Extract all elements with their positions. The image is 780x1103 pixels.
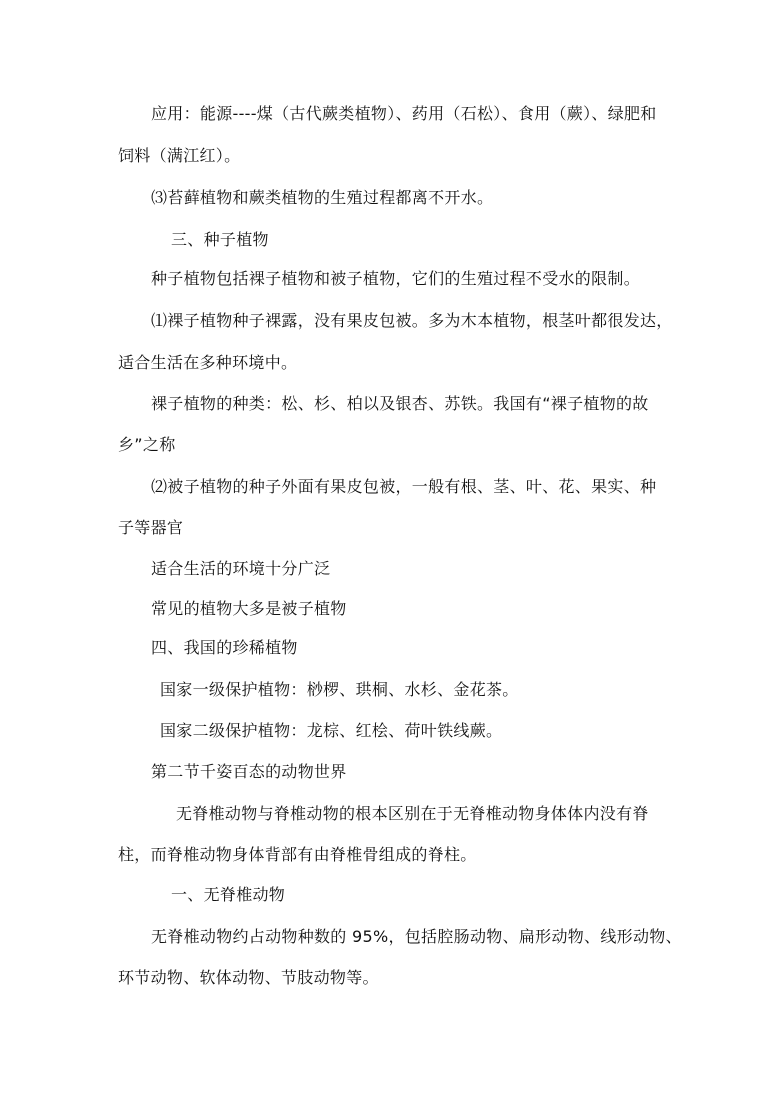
paragraph-invertebrate-vertebrate: 无脊椎动物与脊椎动物的根本区别在于无脊椎动物身体体内没有脊 — [176, 804, 649, 823]
paragraph-gymnosperm-types-cont: 乡”之称 — [118, 435, 176, 454]
paragraph-second-class-protected: 国家二级保护植物：龙棕、红桧、荷叶铁线蕨。 — [160, 721, 503, 740]
paragraph-angiosperm: ⑵被子植物的种子外面有果皮包被，一般有根、茎、叶、花、果实、种 — [151, 477, 657, 496]
heading-invertebrates: 一、无脊椎动物 — [171, 885, 286, 904]
paragraph-angiosperm-habitat: 适合生活的环境十分广泛 — [151, 559, 331, 578]
paragraph-application: 应用：能源----煤（古代蕨类植物）、药用（石松）、食用（蕨）、绿肥和 — [151, 104, 657, 123]
paragraph-invertebrates-cont: 环节动物、软体动物、节肢动物等。 — [118, 968, 379, 987]
paragraph-angiosperm-common: 常见的植物大多是被子植物 — [151, 599, 347, 618]
paragraph-gymnosperm: ⑴裸子植物种子裸露，没有果皮包被。多为木本植物，根茎叶都很发达， — [151, 311, 673, 330]
paragraph-gymnosperm-types: 裸子植物的种类：松、杉、柏以及银杏、苏铁。我国有“裸子植物的故 — [151, 394, 649, 413]
paragraph-reproduction-water: ⑶苔藓植物和蕨类植物的生殖过程都离不开水。 — [151, 188, 494, 207]
paragraph-angiosperm-cont: 子等器官 — [118, 518, 184, 537]
paragraph-seed-plants: 种子植物包括裸子植物和被子植物，它们的生殖过程不受水的限制。 — [151, 269, 641, 288]
heading-rare-plants: 四、我国的珍稀植物 — [151, 638, 298, 657]
paragraph-gymnosperm-cont: 适合生活在多种环境中。 — [118, 353, 298, 372]
heading-section-two: 第二节千姿百态的动物世界 — [151, 762, 347, 781]
paragraph-application-cont: 饲料（满江红）。 — [118, 146, 241, 165]
paragraph-first-class-protected: 国家一级保护植物：桫椤、珙桐、水杉、金花茶。 — [160, 680, 519, 699]
paragraph-invertebrates: 无脊椎动物约占动物种数的 95%，包括腔肠动物、扁形动物、线形动物、 — [151, 927, 682, 946]
heading-seed-plants: 三、种子植物 — [171, 230, 269, 249]
paragraph-invertebrate-vertebrate-cont: 柱，而脊椎动物身体背部有由脊椎骨组成的脊柱。 — [118, 845, 477, 864]
